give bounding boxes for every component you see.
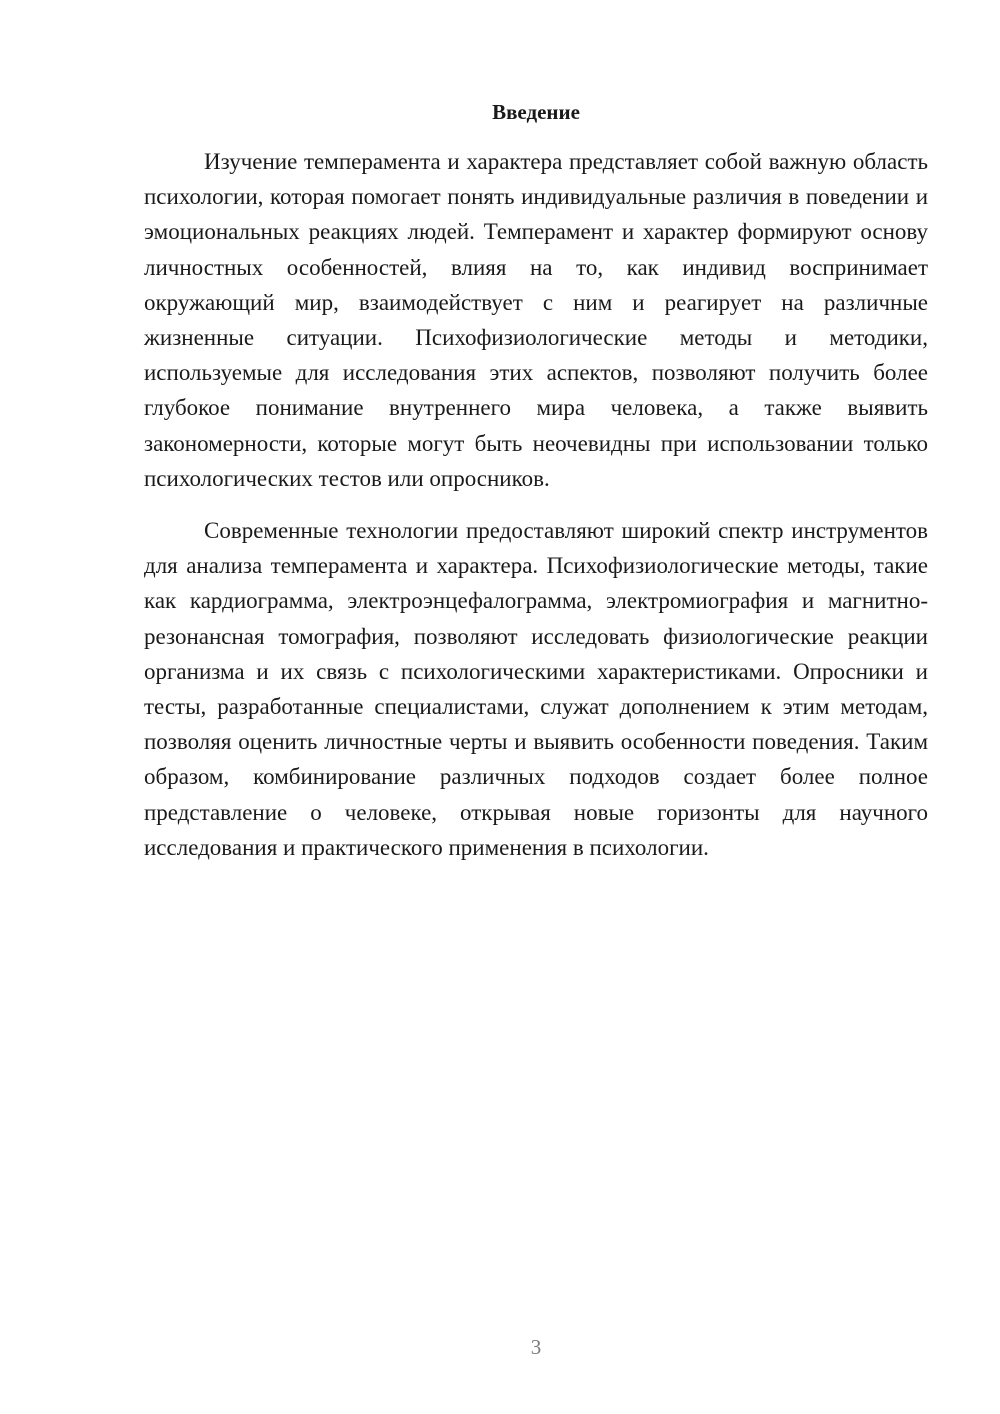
paragraph-1: Изучение темперамента и характера представляет собой важную область психологии, которая помогает понять индивидуальные различия в поведении и эмоциональных реакциях людей. Темперамент и характер формируют основу личностных особенностей, влияя на то, как индивид воспринимает окружающий мир, взаимодействует с ним и реагирует на различные жизненные ситуации. Психофизиологические методы и методики, используемые для исследования этих аспектов, позволяют получить более глубокое понимание внутреннего мира человека, а также выявить закономерности, которые могут быть неочевидны при использовании только психологических тестов или опросников. [144,149,928,491]
section-heading: Введение [492,100,580,124]
body-text [144,144,928,882]
paragraph-2: Современные технологии предоставляют широкий спектр инструментов для анализа темперамента и характера. Психофизиологические методы, такие как кардиограмма, электроэнцефалограмма, электромиография и магнитно-резонансная томография, позволяют исследовать физиологические реакции организма и их связь с психологическими характеристиками. Опросники и тесты, разработанные специалистами, служат дополнением к этим методам, позволяя оценить личностные черты и выявить особенности поведения. Таким образом, комбинирование различных подходов создает более полное представление о человеке, открывая новые горизонты для научного исследования и практического применения в психологии. [144,518,928,860]
page-number: 3 [530,1335,542,1359]
